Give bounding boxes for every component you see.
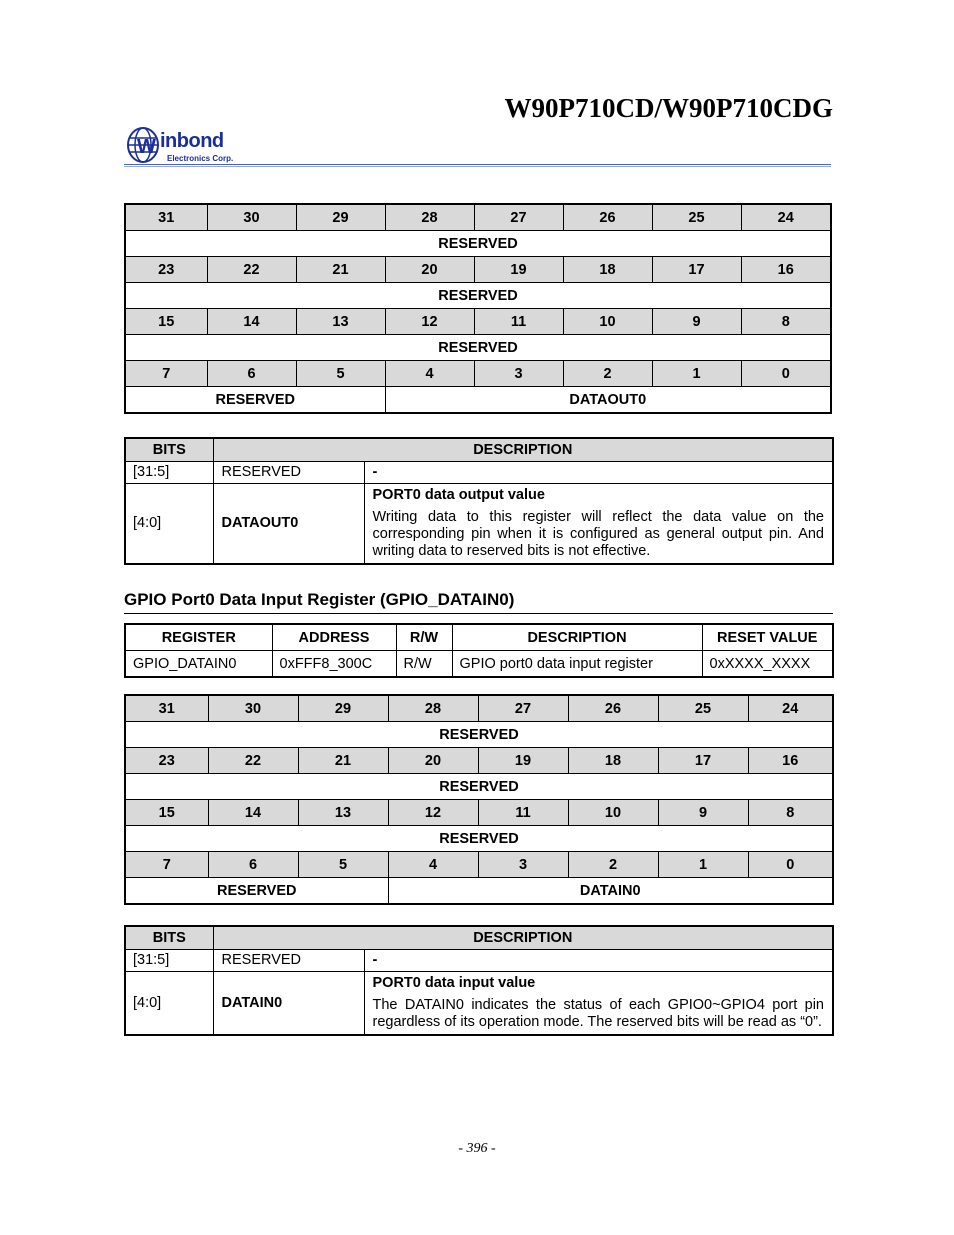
bit-field-row: [125, 774, 833, 800]
description-table-datain0: [124, 925, 834, 1036]
bit-number: 0: [741, 361, 831, 387]
winbond-logo: [127, 126, 257, 166]
bit-field-row: [125, 722, 833, 748]
section-divider: [124, 613, 833, 614]
register-reset-cell: 0xXXXX_XXXX: [702, 651, 833, 678]
bit-field-row: [125, 387, 831, 414]
header-divider-secondary: [124, 166, 831, 167]
bit-number: 24: [741, 204, 831, 231]
bit-number: 0: [748, 852, 833, 878]
register-rw-cell: R/W: [396, 651, 452, 678]
bit-number: 21: [298, 748, 388, 774]
description-table-dataout0: [124, 437, 834, 565]
bits-cell: [31:5]: [125, 950, 213, 972]
column-header-description: DESCRIPTION: [213, 438, 833, 462]
bit-number: 20: [388, 748, 478, 774]
field-name-cell: RESERVED: [213, 950, 364, 972]
bit-number: 13: [296, 309, 385, 335]
bit-number: 26: [563, 204, 652, 231]
bit-number: 16: [741, 257, 831, 283]
bit-number: 19: [474, 257, 563, 283]
bit-number: 3: [478, 852, 568, 878]
bit-number: 8: [748, 800, 833, 826]
bit-number: 9: [658, 800, 748, 826]
bit-number: 17: [652, 257, 741, 283]
bit-number: 3: [474, 361, 563, 387]
field-description-cell: [364, 972, 833, 1036]
bits-cell: [31:5]: [125, 462, 213, 484]
bit-number: 4: [388, 852, 478, 878]
table-row: [125, 651, 833, 678]
bit-number: 24: [748, 695, 833, 722]
document-title: W90P710CD/W90P710CDG: [504, 93, 833, 123]
bit-number-row: [125, 257, 831, 283]
bit-field: RESERVED: [125, 231, 831, 257]
bit-number: 29: [296, 204, 385, 231]
bit-number: 1: [652, 361, 741, 387]
field-description-cell: -: [364, 950, 833, 972]
bit-number: 26: [568, 695, 658, 722]
bit-field-row: [125, 231, 831, 257]
bit-field: RESERVED: [125, 878, 388, 905]
bit-number: 22: [207, 257, 296, 283]
field-description-text: Writing data to this register will reflect the data value on the corresponding pin when it is configured as general output pin. And writing data to reserved bits is not effective.: [372, 509, 824, 559]
bit-number: 5: [298, 852, 388, 878]
bit-number: 15: [125, 309, 207, 335]
bits-cell: [4:0]: [125, 972, 213, 1036]
bit-number: 30: [208, 695, 298, 722]
bit-number: 10: [568, 800, 658, 826]
field-description-title: PORT0 data input value: [372, 975, 536, 991]
bit-field: RESERVED: [125, 722, 833, 748]
bit-number: 2: [563, 361, 652, 387]
bit-number-row: [125, 361, 831, 387]
field-description-cell: [364, 484, 833, 565]
bit-field: DATAOUT0: [385, 387, 831, 414]
bit-number: 18: [568, 748, 658, 774]
register-summary-table: [124, 623, 834, 678]
bit-number: 4: [385, 361, 474, 387]
svg-text:W: W: [137, 136, 156, 158]
bit-field-row: [125, 335, 831, 361]
column-header-bits: BITS: [125, 926, 213, 950]
bit-number: 22: [208, 748, 298, 774]
bit-field: RESERVED: [125, 335, 831, 361]
bit-number-row: [125, 204, 831, 231]
bit-field: RESERVED: [125, 774, 833, 800]
bit-number: 6: [208, 852, 298, 878]
column-header-description: DESCRIPTION: [452, 624, 702, 651]
bit-number: 18: [563, 257, 652, 283]
table-header-row: [125, 926, 833, 950]
bit-number-row: [125, 309, 831, 335]
bit-number-row: [125, 800, 833, 826]
column-header-reset-value: RESET VALUE: [702, 624, 833, 651]
bit-number: 28: [388, 695, 478, 722]
bit-number: 27: [474, 204, 563, 231]
bit-number: 21: [296, 257, 385, 283]
column-header-description: DESCRIPTION: [213, 926, 833, 950]
column-header-bits: BITS: [125, 438, 213, 462]
bit-number: 25: [658, 695, 748, 722]
bit-number: 7: [125, 852, 208, 878]
bit-number: 13: [298, 800, 388, 826]
field-description-text: The DATAIN0 indicates the status of each GPIO0~GPIO4 port pin regardless of its operation mode. The reserved bits will be read as “0”.: [372, 997, 824, 1030]
column-header-rw: R/W: [396, 624, 452, 651]
column-header-register: REGISTER: [125, 624, 272, 651]
bit-number: 12: [388, 800, 478, 826]
bit-number: 19: [478, 748, 568, 774]
bit-field: DATAIN0: [388, 878, 833, 905]
bitmap-table-dataout0: [124, 203, 832, 414]
bit-number: 30: [207, 204, 296, 231]
bit-number: 23: [125, 257, 207, 283]
table-row: [125, 462, 833, 484]
bit-number: 2: [568, 852, 658, 878]
bit-number: 20: [385, 257, 474, 283]
bit-field-row: [125, 283, 831, 309]
bit-number: 16: [748, 748, 833, 774]
bit-number: 27: [478, 695, 568, 722]
bits-cell: [4:0]: [125, 484, 213, 565]
field-description-cell: -: [364, 462, 833, 484]
bit-number-row: [125, 748, 833, 774]
field-name-cell: RESERVED: [213, 462, 364, 484]
bit-number-row: [125, 852, 833, 878]
register-name-cell: GPIO_DATAIN0: [125, 651, 272, 678]
bit-number: 31: [125, 695, 208, 722]
bit-number-row: [125, 695, 833, 722]
bit-number: 31: [125, 204, 207, 231]
bit-field: RESERVED: [125, 826, 833, 852]
bit-number: 14: [208, 800, 298, 826]
bit-number: 11: [478, 800, 568, 826]
column-header-address: ADDRESS: [272, 624, 396, 651]
page-number: - 396 -: [458, 1141, 496, 1156]
header-divider: [124, 164, 831, 165]
table-header-row: [125, 438, 833, 462]
table-header-row: [125, 624, 833, 651]
bit-number: 7: [125, 361, 207, 387]
bit-number: 23: [125, 748, 208, 774]
register-description-cell: GPIO port0 data input register: [452, 651, 702, 678]
logo-subtitle: Electronics Corp.: [167, 154, 234, 163]
bit-field-row: [125, 878, 833, 905]
section-heading: GPIO Port0 Data Input Register (GPIO_DATAIN0): [124, 590, 515, 609]
bit-number: 14: [207, 309, 296, 335]
bit-number: 15: [125, 800, 208, 826]
bit-number: 11: [474, 309, 563, 335]
table-row: [125, 950, 833, 972]
bitmap-table-datain0: [124, 694, 834, 905]
field-description-title: PORT0 data output value: [372, 487, 545, 503]
logo-wordmark: inbond: [160, 130, 224, 152]
bit-number: 6: [207, 361, 296, 387]
bit-number: 10: [563, 309, 652, 335]
bit-number: 29: [298, 695, 388, 722]
bit-number: 9: [652, 309, 741, 335]
field-name-cell: DATAOUT0: [213, 484, 364, 565]
bit-number: 5: [296, 361, 385, 387]
field-name-cell: DATAIN0: [213, 972, 364, 1036]
bit-number: 17: [658, 748, 748, 774]
bit-field: RESERVED: [125, 283, 831, 309]
bit-number: 12: [385, 309, 474, 335]
winbond-globe-icon: [127, 126, 163, 164]
register-address-cell: 0xFFF8_300C: [272, 651, 396, 678]
bit-number: 25: [652, 204, 741, 231]
table-row: [125, 972, 833, 1036]
bit-number: 28: [385, 204, 474, 231]
bit-field-row: [125, 826, 833, 852]
bit-number: 1: [658, 852, 748, 878]
bit-number: 8: [741, 309, 831, 335]
table-row: [125, 484, 833, 565]
bit-field: RESERVED: [125, 387, 385, 414]
